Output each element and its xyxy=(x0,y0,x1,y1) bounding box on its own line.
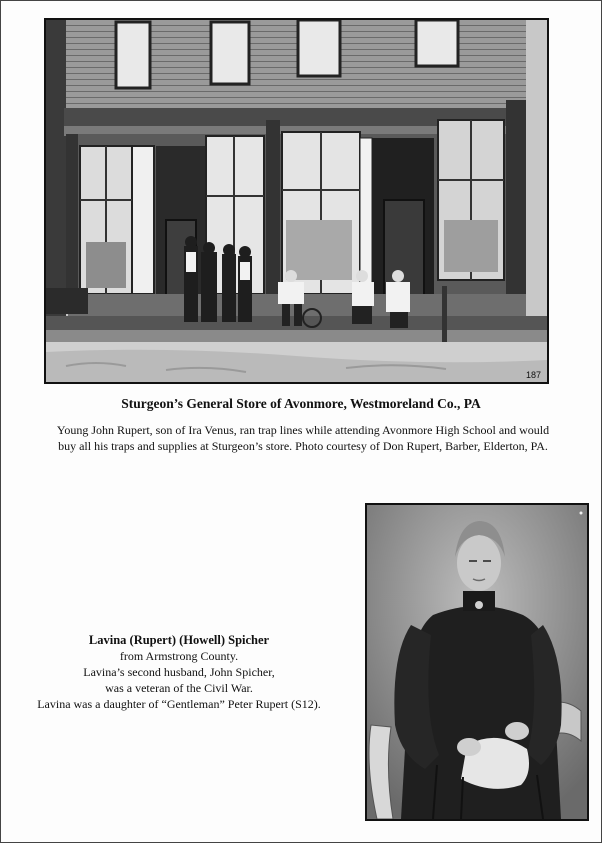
lavina-caption-line: Lavina was a daughter of “Gentleman” Peter Rupert (S12). xyxy=(37,697,321,711)
lavina-portrait xyxy=(365,503,589,821)
store-photograph xyxy=(44,18,549,384)
store-caption-title: Sturgeon’s General Store of Avonmore, Westmoreland Co., PA xyxy=(121,396,481,411)
store-caption-line: buy all his traps and supplies at Sturgeon’s store. Photo courtesy of Don Rupert, Barber, Elderton, PA. xyxy=(58,439,548,453)
portrait-image xyxy=(367,505,587,819)
lavina-caption-line: Lavina’s second husband, John Spicher, xyxy=(83,665,275,679)
lavina-caption xyxy=(1,632,357,712)
lavina-caption-name: Lavina (Rupert) (Howell) Spicher xyxy=(88,633,270,647)
photo-number: 187 xyxy=(525,370,541,380)
store-caption-line: Young John Rupert, son of Ira Venus, ran trap lines while attending Avonmore High School and would xyxy=(56,423,550,437)
store-caption-body xyxy=(37,422,569,454)
store-photo-image xyxy=(46,20,547,382)
lavina-caption-line: from Armstrong County. xyxy=(119,649,239,663)
lavina-caption-line: was a veteran of the Civil War. xyxy=(105,681,253,695)
